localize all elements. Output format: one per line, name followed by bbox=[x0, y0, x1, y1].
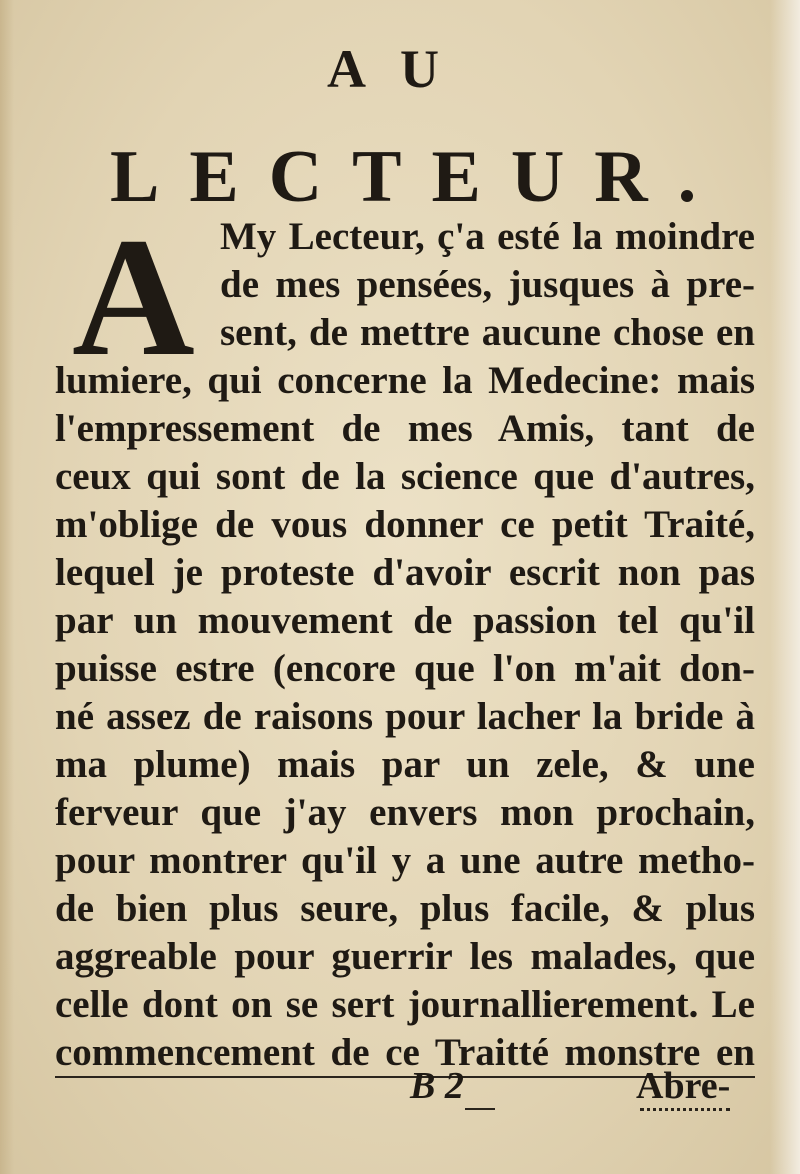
text-line-17: celle dont on se sert journallierement. Le bbox=[55, 983, 755, 1026]
text-line-14: pour montrer qu'il y a une autre metho- bbox=[55, 839, 755, 882]
catchword: Abre- bbox=[636, 1065, 731, 1107]
text-line-16: aggreable pour guerrir les malades, que bbox=[55, 935, 755, 978]
text-line-6: ceux qui sont de la science que d'autres, bbox=[55, 455, 755, 498]
text-line-10: puisse estre (encore que l'on m'ait don- bbox=[55, 647, 755, 690]
text-line-13: ferveur que j'ay envers mon prochain, bbox=[55, 791, 755, 834]
catchword-underline bbox=[640, 1108, 730, 1111]
text-line-7: m'oblige de vous donner ce petit Traité, bbox=[55, 503, 755, 546]
text-line-3: sent, de mettre aucune chose en bbox=[220, 311, 755, 354]
text-line-4: lumiere, qui concerne la Medecine: mais bbox=[55, 359, 755, 402]
text-line-8: lequel je proteste d'avoir escrit non pas bbox=[55, 551, 755, 594]
text-line-12: ma plume) mais par un zele, & une bbox=[55, 743, 755, 786]
signature-underline bbox=[465, 1108, 495, 1110]
signature-mark: B 2 bbox=[410, 1065, 464, 1107]
drop-cap: A bbox=[72, 203, 195, 391]
text-line-18: commencement de ce Traitté monstre en bbox=[55, 1030, 755, 1078]
text-line-11: né assez de raisons pour lacher la bride à bbox=[55, 695, 755, 738]
text-line-5: l'empressement de mes Amis, tant de bbox=[55, 407, 755, 450]
heading-au: AU bbox=[327, 39, 473, 99]
heading-lecteur: LECTEUR. bbox=[110, 136, 727, 218]
text-line-15: de bien plus seure, plus facile, & plus bbox=[55, 887, 755, 930]
page-edge-highlight bbox=[770, 0, 800, 1174]
text-line-1: My Lecteur, ç'a esté la moindre bbox=[220, 215, 755, 258]
page-edge-shadow bbox=[0, 0, 14, 1174]
text-line-2: de mes pensées, jusques à pre- bbox=[220, 263, 755, 306]
text-line-9: par un mouvement de passion tel qu'il bbox=[55, 599, 755, 642]
